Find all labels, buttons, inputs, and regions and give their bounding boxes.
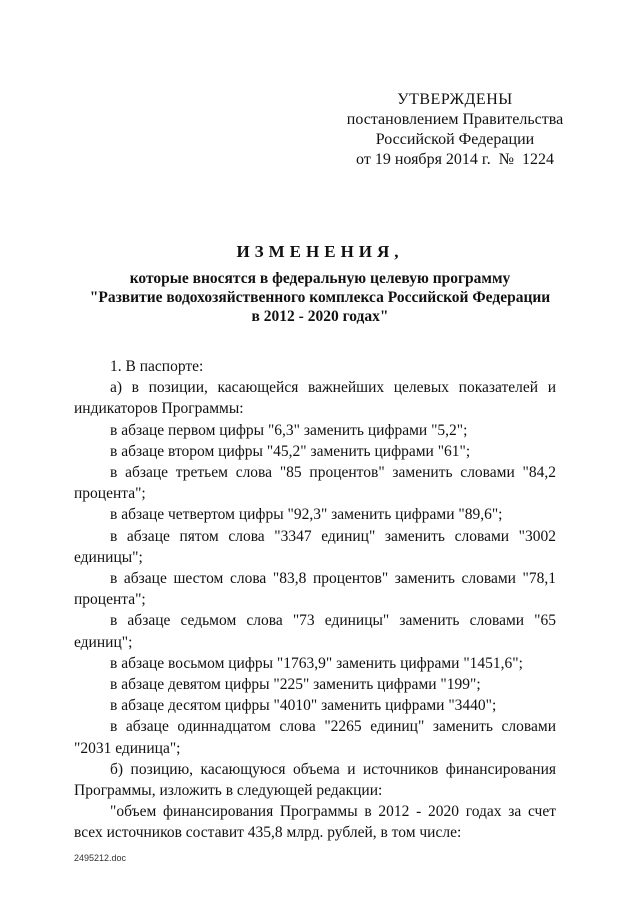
paragraph: а) в позиции, касающейся важнейших целевых показателей и индикаторов Программы:: [74, 379, 556, 418]
approved-line-2: Российской Федерации: [375, 131, 535, 148]
paragraph: в абзаце одиннадцатом слова "2265 единиц" заменить словами "2031 единица";: [74, 718, 556, 757]
paragraph: в абзаце восьмом цифры "1763,9" заменить цифрами "1451,6";: [110, 654, 523, 672]
title-main: ИЗМЕНЕНИЯ,: [236, 242, 404, 261]
paragraph: б) позицию, касающуюся объема и источников финансирования Программы, изложить в следующей редакции:: [74, 760, 556, 800]
title-line-2: "Развитие водохозяйственного комплекса Российской Федерации: [89, 289, 551, 306]
paragraph: в абзаце седьмом слова "73 единицы" заменить словами "65 единиц";: [74, 612, 556, 651]
document-body: [74, 356, 556, 844]
paragraph: в абзаце пятом слова "3347 единиц" заменить словами "3002 единицы";: [74, 527, 556, 566]
approval-stamp: [340, 90, 570, 170]
paragraph: в абзаце четвертом цифры "92,3" заменить цифрами "89,6";: [110, 506, 503, 524]
approved-line-3: от 19 ноября 2014 г. № 1224: [356, 151, 554, 168]
paragraph: в абзаце шестом слова "83,8 процентов" заменить словами "78,1 процента";: [74, 570, 556, 609]
paragraph: в абзаце десятом цифры "4010" заменить цифрами "3440";: [110, 697, 497, 715]
paragraph: в абзаце первом цифры "6,3" заменить цифрами "5,2";: [110, 421, 468, 439]
file-name-footer: 2495212.doc: [74, 853, 127, 863]
document-title: [60, 242, 580, 326]
title-line-3: в 2012 - 2020 годах": [251, 308, 389, 325]
paragraph: в абзаце третьем слова "85 процентов" заменить словами "84,2 процента";: [74, 464, 556, 503]
approved-line-1: постановлением Правительства: [346, 111, 564, 128]
paragraph: 1. В паспорте:: [110, 358, 204, 375]
title-line-1: которые вносятся в федеральную целевую программу: [129, 270, 511, 287]
approved-heading: УТВЕРЖДЕНЫ: [397, 91, 513, 108]
paragraph: в абзаце девятом цифры "225" заменить цифрами "199";: [110, 676, 481, 694]
paragraph: в абзаце втором цифры "45,2" заменить цифрами "61";: [110, 442, 471, 460]
paragraph: "объем финансирования Программы в 2012 - 2020 годах за счет всех источников составит 435,8 млрд. рублей, в том числе:: [74, 803, 556, 842]
